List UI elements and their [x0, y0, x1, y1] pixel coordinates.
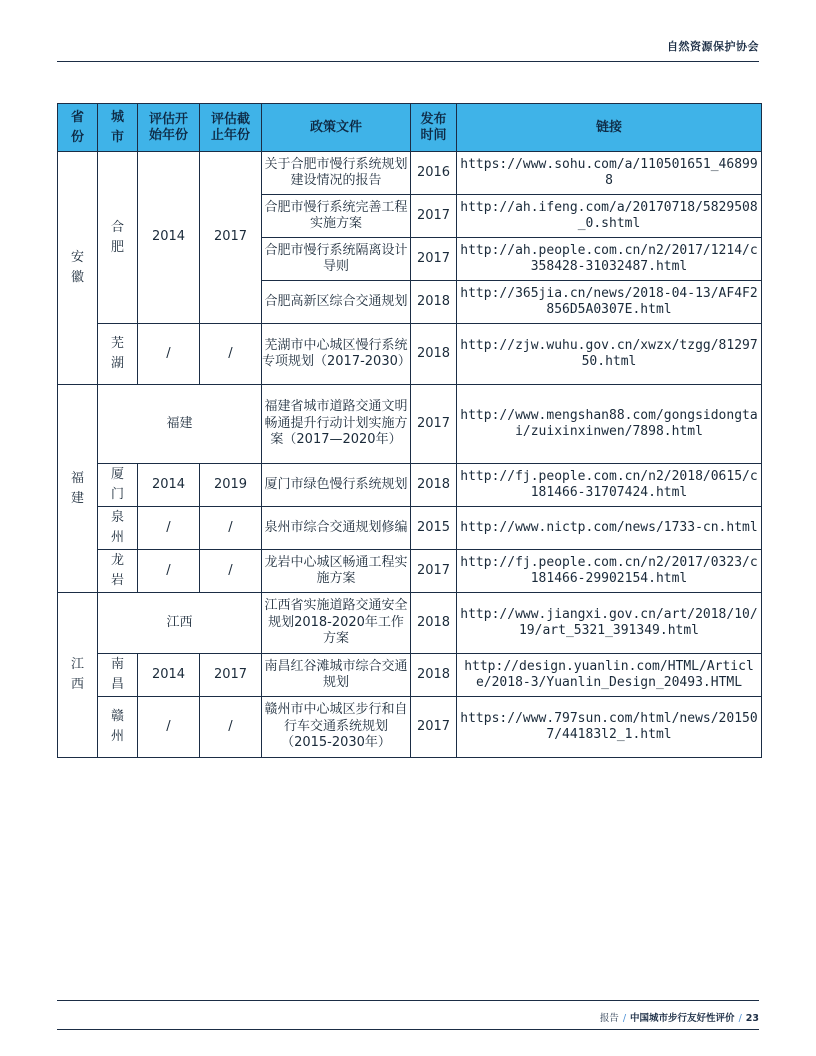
release-year-cell: 2018 — [411, 281, 457, 324]
province-cell: 福建 — [58, 385, 98, 593]
policy-doc-cell: 福建省城市道路交通文明畅通提升行动计划实施方案（2017—2020年） — [262, 385, 411, 464]
release-year-cell: 2017 — [411, 550, 457, 593]
city-cell: 南昌 — [98, 654, 138, 697]
policy-doc-cell: 赣州市中心城区步行和自行车交通系统规划（2015-2030年） — [262, 697, 411, 758]
link-cell[interactable]: http://design.yuanlin.com/HTML/Article/2018-3/Yuanlin_Design_20493.HTML — [457, 654, 762, 697]
link-cell[interactable]: http://365jia.cn/news/2018-04-13/AF4F2856D5A0307E.html — [457, 281, 762, 324]
policy-doc-cell: 龙岩中心城区畅通工程实施方案 — [262, 550, 411, 593]
start-year-cell: 2014 — [138, 464, 200, 507]
col-header-link: 链接 — [457, 104, 762, 152]
footer-separator: / — [738, 1013, 742, 1024]
table-row — [58, 324, 762, 385]
link-cell[interactable]: http://www.nictp.com/news/1733-cn.html — [457, 507, 762, 550]
link-cell[interactable]: http://zjw.wuhu.gov.cn/xwzx/tzgg/8129750.html — [457, 324, 762, 385]
policy-table — [57, 103, 762, 758]
start-year-cell: / — [138, 507, 200, 550]
table-row — [58, 507, 762, 550]
start-year-cell: / — [138, 697, 200, 758]
policy-doc-cell: 合肥高新区综合交通规划 — [262, 281, 411, 324]
city-cell: 赣州 — [98, 697, 138, 758]
link-cell[interactable]: http://ah.people.com.cn/n2/2017/1214/c358428-31032487.html — [457, 238, 762, 281]
policy-doc-cell: 芜湖市中心城区慢行系统专项规划（2017-2030） — [262, 324, 411, 385]
end-year-cell: / — [200, 550, 262, 593]
policy-doc-cell: 厦门市绿色慢行系统规划 — [262, 464, 411, 507]
footer-rule-top — [57, 1000, 759, 1001]
footer-report-label: 报告 — [599, 1013, 619, 1024]
city-cell: 合肥 — [98, 152, 138, 324]
table-row — [58, 464, 762, 507]
table-row — [58, 654, 762, 697]
page-footer — [600, 1010, 759, 1024]
col-header-start-year: 评估开始年份 — [138, 104, 200, 152]
release-year-cell: 2018 — [411, 654, 457, 697]
city-cell: 龙岩 — [98, 550, 138, 593]
release-year-cell: 2017 — [411, 195, 457, 238]
end-year-cell: / — [200, 507, 262, 550]
release-year-cell: 2016 — [411, 152, 457, 195]
footer-separator: / — [622, 1013, 627, 1024]
footer-report-title: 中国城市步行友好性评价 — [630, 1013, 735, 1024]
end-year-cell: 2017 — [200, 152, 262, 324]
city-cell: 厦门 — [98, 464, 138, 507]
col-header-release-year: 发布时间 — [411, 104, 457, 152]
release-year-cell: 2017 — [411, 697, 457, 758]
city-cell: 泉州 — [98, 507, 138, 550]
link-cell[interactable]: https://www.797sun.com/html/news/201507/44183l2_1.html — [457, 697, 762, 758]
province-level-cell: 江西 — [98, 593, 262, 654]
end-year-cell: 2019 — [200, 464, 262, 507]
col-header-policy-doc: 政策文件 — [262, 104, 411, 152]
province-cell: 安徽 — [58, 152, 98, 385]
col-header-end-year: 评估截止年份 — [200, 104, 262, 152]
policy-doc-cell: 合肥市慢行系统隔离设计导则 — [262, 238, 411, 281]
policy-doc-cell: 南昌红谷滩城市综合交通规划 — [262, 654, 411, 697]
table-row — [58, 385, 762, 464]
release-year-cell: 2018 — [411, 593, 457, 654]
end-year-cell: / — [200, 324, 262, 385]
table-row — [58, 697, 762, 758]
page-number: 23 — [745, 1013, 759, 1024]
footer-rule-bottom — [57, 1029, 759, 1030]
link-cell[interactable]: http://ah.ifeng.com/a/20170718/5829508_0.shtml — [457, 195, 762, 238]
policy-doc-cell: 合肥市慢行系统完善工程实施方案 — [262, 195, 411, 238]
start-year-cell: / — [138, 550, 200, 593]
link-cell[interactable]: http://fj.people.com.cn/n2/2018/0615/c181466-31707424.html — [457, 464, 762, 507]
organization-name: 自然资源保护协会 — [667, 40, 759, 53]
link-cell[interactable]: http://www.mengshan88.com/gongsidongtai/zuixinxinwen/7898.html — [457, 385, 762, 464]
province-level-cell: 福建 — [98, 385, 262, 464]
province-cell: 江西 — [58, 593, 98, 758]
header-rule — [57, 61, 759, 62]
release-year-cell: 2017 — [411, 238, 457, 281]
policy-doc-cell: 泉州市综合交通规划修编 — [262, 507, 411, 550]
table-header-row — [58, 104, 762, 152]
release-year-cell: 2018 — [411, 324, 457, 385]
start-year-cell: / — [138, 324, 200, 385]
release-year-cell: 2018 — [411, 464, 457, 507]
end-year-cell: 2017 — [200, 654, 262, 697]
policy-doc-cell: 江西省实施道路交通安全规划2018-2020年工作方案 — [262, 593, 411, 654]
link-cell[interactable]: http://www.jiangxi.gov.cn/art/2018/10/19/art_5321_391349.html — [457, 593, 762, 654]
link-cell[interactable]: http://fj.people.com.cn/n2/2017/0323/c181466-29902154.html — [457, 550, 762, 593]
start-year-cell: 2014 — [138, 152, 200, 324]
start-year-cell: 2014 — [138, 654, 200, 697]
table-row — [58, 550, 762, 593]
release-year-cell: 2017 — [411, 385, 457, 464]
table-row — [58, 593, 762, 654]
policy-doc-cell: 关于合肥市慢行系统规划建设情况的报告 — [262, 152, 411, 195]
col-header-city: 城市 — [98, 104, 138, 152]
release-year-cell: 2015 — [411, 507, 457, 550]
end-year-cell: / — [200, 697, 262, 758]
table-row — [58, 152, 762, 195]
city-cell: 芜湖 — [98, 324, 138, 385]
col-header-province: 省份 — [58, 104, 98, 152]
link-cell[interactable]: https://www.sohu.com/a/110501651_468998 — [457, 152, 762, 195]
